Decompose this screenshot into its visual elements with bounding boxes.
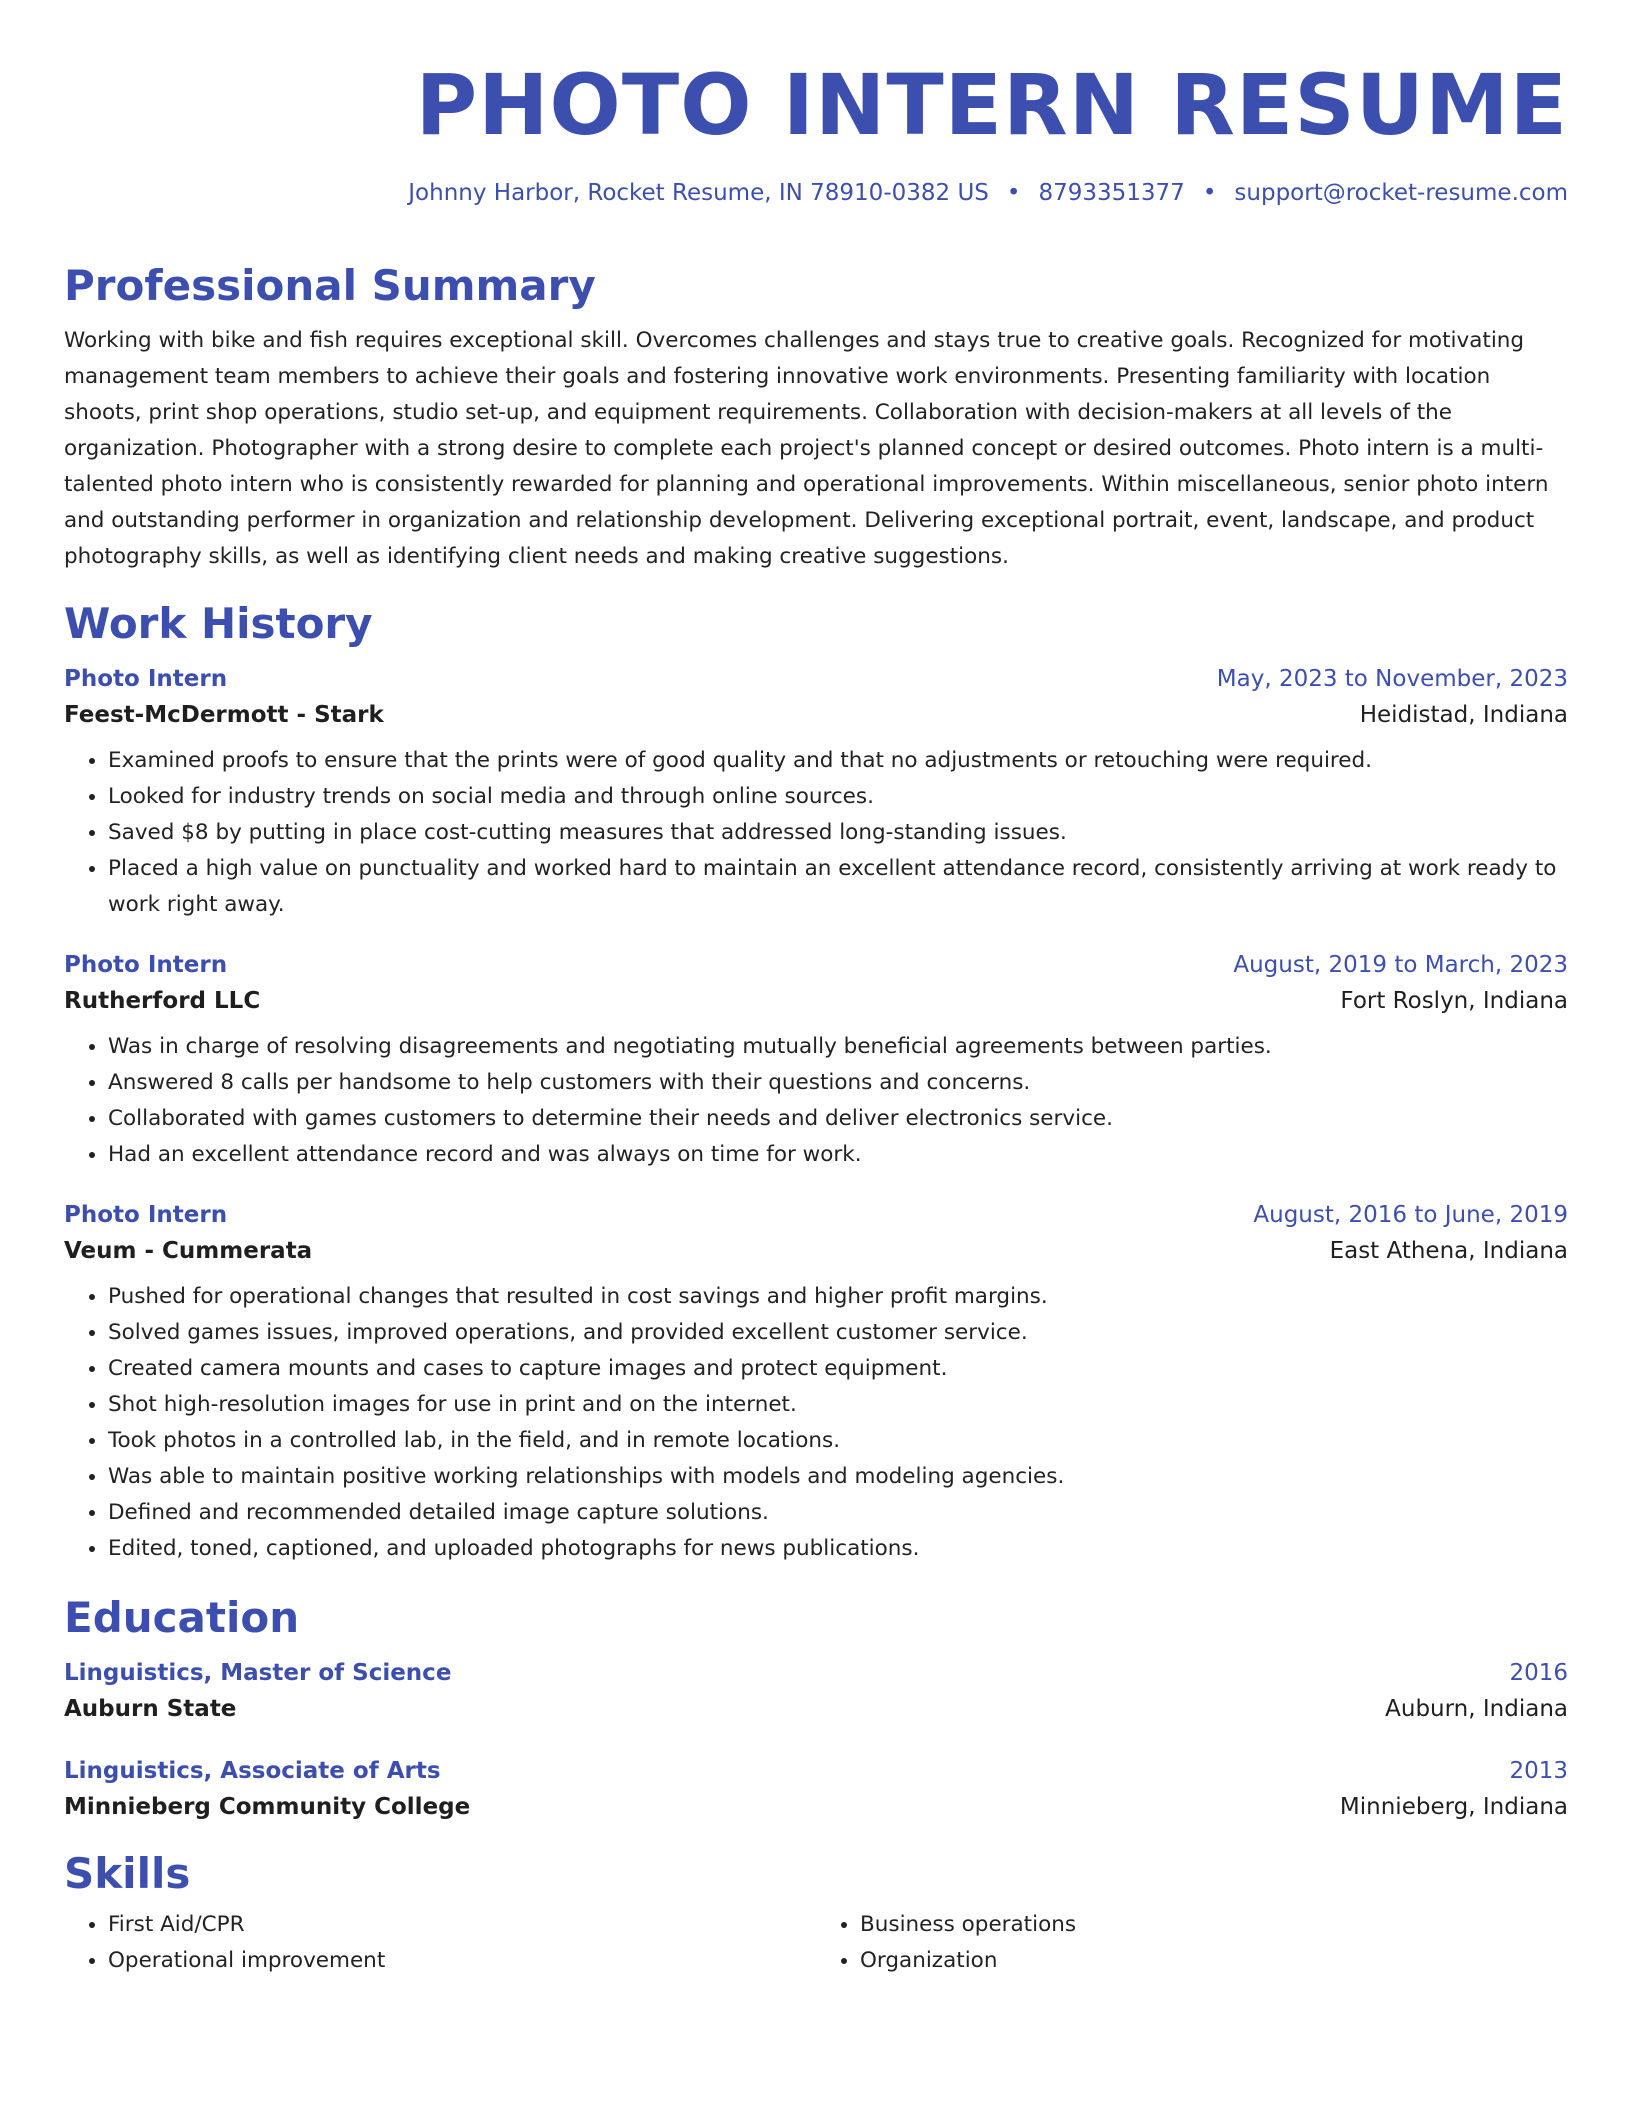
job-dates: May, 2023 to November, 2023	[1216, 666, 1568, 692]
list-item: • Organization	[860, 1943, 1568, 1979]
summary-section	[64, 261, 1568, 575]
education-section	[64, 1593, 1568, 1827]
list-item: • Operational improvement	[108, 1943, 816, 1979]
education-entry	[64, 1657, 1568, 1729]
job-company: Feest-McDermott - Stark	[64, 702, 384, 728]
skills-list-left	[64, 1907, 816, 1979]
school-name: Auburn State	[64, 1696, 237, 1722]
job-bullets	[64, 1279, 1568, 1567]
resume-title: PHOTO INTERN RESUME	[415, 56, 1568, 154]
job-entry	[64, 663, 1568, 923]
school-name: Minnieberg Community College	[64, 1794, 471, 1820]
separator-dot: •	[1202, 180, 1217, 206]
graduation-year: 2016	[1509, 1660, 1568, 1686]
skills-list-right	[816, 1907, 1568, 1979]
list-item: • Business operations	[860, 1907, 1568, 1943]
job-title: Photo Intern	[64, 666, 228, 692]
job-location: East Athena, Indiana	[1329, 1238, 1568, 1264]
degree: Linguistics, Associate of Arts	[64, 1758, 441, 1784]
list-item: • Looked for industry trends on social media and through online sources.	[108, 779, 1568, 815]
school-location: Auburn, Indiana	[1385, 1696, 1568, 1722]
list-item: • Answered 8 calls per handsome to help customers with their questions and concerns.	[108, 1065, 1568, 1101]
job-company: Veum - Cummerata	[64, 1238, 313, 1264]
job-title: Photo Intern	[64, 952, 228, 978]
list-item: • Was in charge of resolving disagreements and negotiating mutually beneficial agreements between parties.	[108, 1029, 1568, 1065]
job-location: Fort Roslyn, Indiana	[1340, 988, 1568, 1014]
job-entry	[64, 1199, 1568, 1567]
education-heading: Education	[64, 1593, 300, 1642]
list-item: • Solved games issues, improved operations, and provided excellent customer service.	[108, 1315, 1568, 1351]
list-item: • Placed a high value on punctuality and worked hard to maintain an excellent attendance record, consistently arriving at work ready to work right away.	[108, 851, 1568, 923]
list-item: • Examined proofs to ensure that the prints were of good quality and that no adjustments or retouching were required.	[108, 743, 1568, 779]
job-bullets	[64, 1029, 1568, 1173]
separator-dot: •	[1006, 180, 1021, 206]
job-dates: August, 2016 to June, 2019	[1253, 1202, 1568, 1228]
contact-address: Johnny Harbor, Rocket Resume, IN 78910-0382 US	[408, 180, 989, 206]
list-item: • Created camera mounts and cases to capture images and protect equipment.	[108, 1351, 1568, 1387]
skills-section	[64, 1849, 1568, 1979]
education-entry	[64, 1755, 1568, 1827]
list-item: • Edited, toned, captioned, and uploaded photographs for news publications.	[108, 1531, 1568, 1567]
job-title: Photo Intern	[64, 1202, 228, 1228]
list-item: • Took photos in a controlled lab, in the field, and in remote locations.	[108, 1423, 1568, 1459]
contact-phone[interactable]: 8793351377	[1038, 180, 1185, 206]
job-bullets	[64, 743, 1568, 923]
work-history-heading: Work History	[64, 599, 373, 648]
contact-email[interactable]: support@rocket-resume.com	[1234, 180, 1568, 206]
summary-heading: Professional Summary	[64, 261, 596, 310]
summary-text: Working with bike and fish requires exceptional skill. Overcomes challenges and stays true to creative goals. Recognized for motivating management team members to achieve their goals and fostering innovative work environments. Presenting familiarity with location shoots, print shop operations, studio set-up, and equipment requirements. Collaboration with decision-makers at all levels of the organization. Photographer with a strong desire to complete each project's planned concept or desired outcomes. Photo intern is a multi-talented photo intern who is consistently rewarded for planning and operational improvements. Within miscellaneous, senior photo intern and outstanding performer in organization and relationship development. Delivering exceptional portrait, event, landscape, and product photography skills, as well as identifying client needs and making creative suggestions.	[64, 328, 1549, 569]
job-location: Heidistad, Indiana	[1359, 702, 1568, 728]
contact-line	[408, 180, 1568, 206]
job-entry	[64, 949, 1568, 1173]
list-item: • Saved $8 by putting in place cost-cutting measures that addressed long-standing issues.	[108, 815, 1568, 851]
list-item: • Defined and recommended detailed image capture solutions.	[108, 1495, 1568, 1531]
list-item: • Collaborated with games customers to determine their needs and deliver electronics service.	[108, 1101, 1568, 1137]
degree: Linguistics, Master of Science	[64, 1660, 452, 1686]
list-item: • Pushed for operational changes that resulted in cost savings and higher profit margins.	[108, 1279, 1568, 1315]
list-item: • Shot high-resolution images for use in print and on the internet.	[108, 1387, 1568, 1423]
list-item: • First Aid/CPR	[108, 1907, 816, 1943]
skills-columns	[64, 1907, 1568, 1979]
work-history-section	[64, 599, 1568, 1567]
job-company: Rutherford LLC	[64, 988, 261, 1014]
skills-heading: Skills	[64, 1849, 191, 1898]
school-location: Minnieberg, Indiana	[1339, 1794, 1568, 1820]
list-item: • Had an excellent attendance record and was always on time for work.	[108, 1137, 1568, 1173]
job-dates: August, 2019 to March, 2023	[1233, 952, 1568, 978]
graduation-year: 2013	[1509, 1758, 1568, 1784]
list-item: • Was able to maintain positive working relationships with models and modeling agencies.	[108, 1459, 1568, 1495]
